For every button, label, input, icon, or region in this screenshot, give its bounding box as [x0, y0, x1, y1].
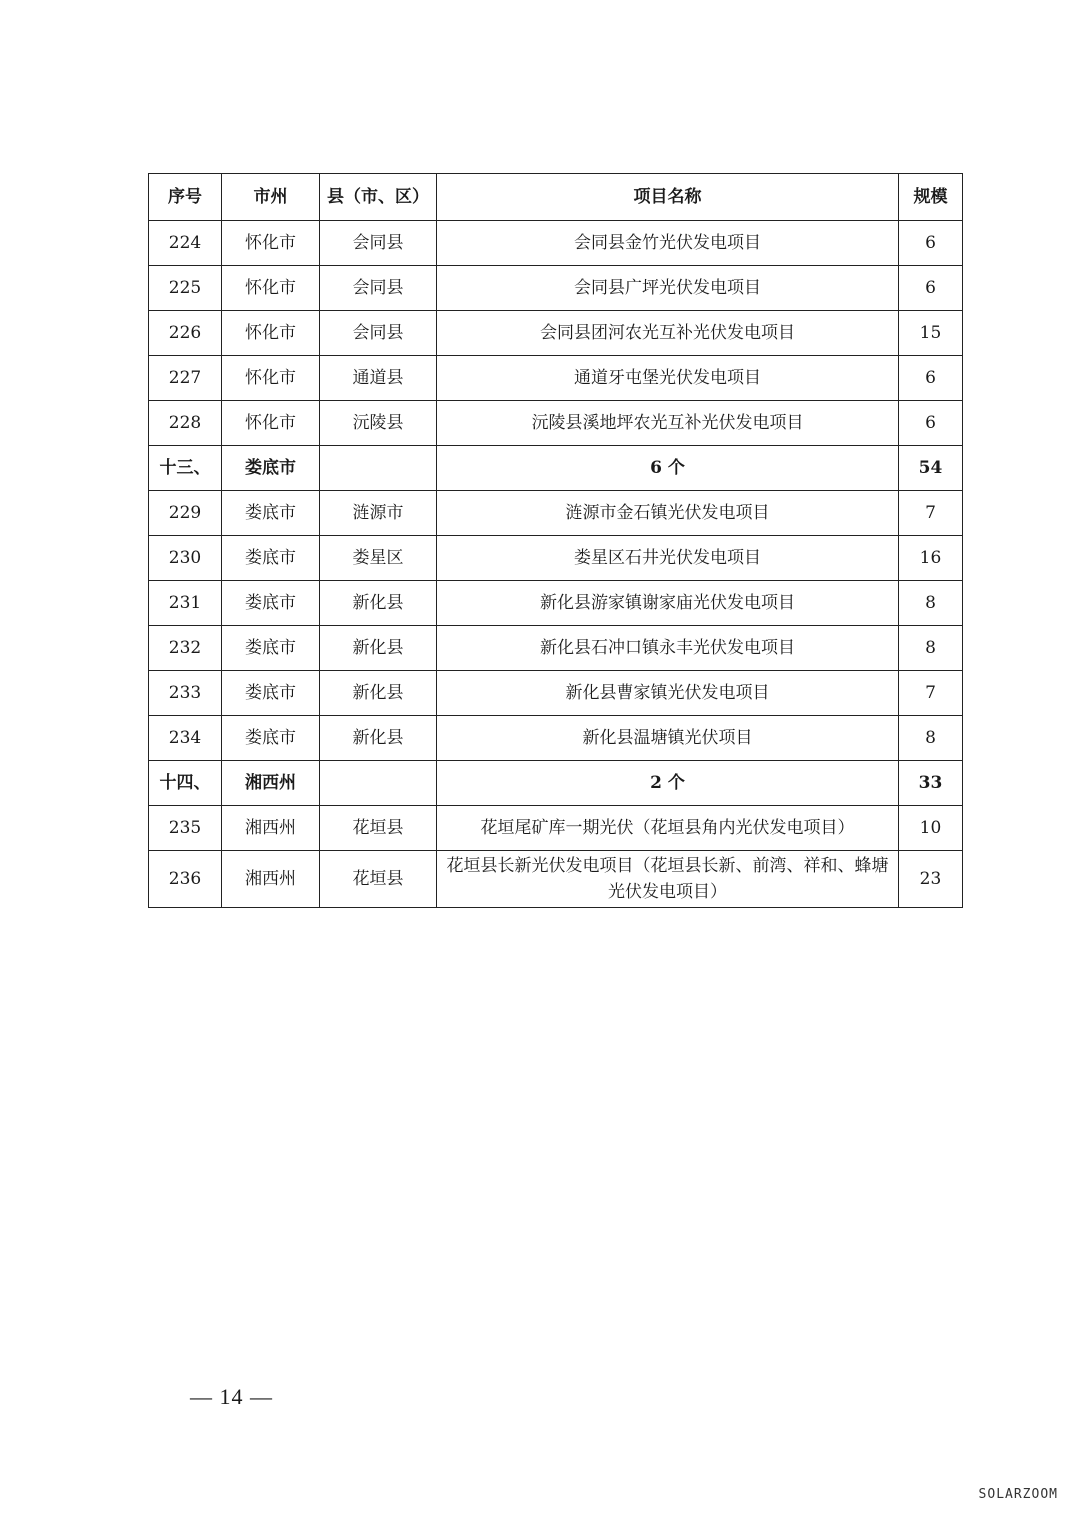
table-row	[149, 581, 963, 626]
row-index: 229	[149, 491, 222, 536]
row-scale: 8	[899, 581, 963, 626]
table-row	[149, 266, 963, 311]
row-index: 227	[149, 356, 222, 401]
row-index: 225	[149, 266, 222, 311]
row-index: 232	[149, 626, 222, 671]
row-city: 湘西州	[222, 806, 320, 851]
row-county: 花垣县	[320, 851, 437, 908]
row-city: 娄底市	[222, 536, 320, 581]
table-row	[149, 626, 963, 671]
group-row	[149, 761, 963, 806]
row-city: 怀化市	[222, 266, 320, 311]
header-index: 序号	[149, 174, 222, 221]
row-county: 涟源市	[320, 491, 437, 536]
row-city: 娄底市	[222, 671, 320, 716]
row-project-name: 沅陵县溪地坪农光互补光伏发电项目	[437, 401, 899, 446]
row-index: 235	[149, 806, 222, 851]
row-city: 湘西州	[222, 851, 320, 908]
row-project-name: 新化县游家镇谢家庙光伏发电项目	[437, 581, 899, 626]
row-county	[320, 446, 437, 491]
row-city: 娄底市	[222, 491, 320, 536]
row-county: 花垣县	[320, 806, 437, 851]
row-county: 新化县	[320, 626, 437, 671]
row-county: 会同县	[320, 266, 437, 311]
table-row	[149, 806, 963, 851]
row-project-name: 6 个	[437, 446, 899, 491]
row-project-name: 新化县温塘镇光伏项目	[437, 716, 899, 761]
row-index: 234	[149, 716, 222, 761]
row-scale: 23	[899, 851, 963, 908]
table-row	[149, 716, 963, 761]
table-row	[149, 491, 963, 536]
page-number: — 14 —	[190, 1384, 273, 1409]
row-index: 224	[149, 221, 222, 266]
header-city: 市州	[222, 174, 320, 221]
row-project-name: 会同县广坪光伏发电项目	[437, 266, 899, 311]
table-row	[149, 221, 963, 266]
row-city: 怀化市	[222, 401, 320, 446]
row-county: 新化县	[320, 716, 437, 761]
row-scale: 8	[899, 626, 963, 671]
row-project-name: 新化县曹家镇光伏发电项目	[437, 671, 899, 716]
row-project-name: 会同县金竹光伏发电项目	[437, 221, 899, 266]
table-row	[149, 671, 963, 716]
row-scale: 6	[899, 266, 963, 311]
row-scale: 15	[899, 311, 963, 356]
header-project-name: 项目名称	[437, 174, 899, 221]
row-index: 233	[149, 671, 222, 716]
row-index: 十三、	[149, 446, 222, 491]
row-county: 会同县	[320, 311, 437, 356]
header-county: 县（市、区）	[320, 174, 437, 221]
row-project-name: 娄星区石井光伏发电项目	[437, 536, 899, 581]
row-scale: 6	[899, 356, 963, 401]
table-header-row	[149, 174, 963, 221]
header-scale: 规模	[899, 174, 963, 221]
row-scale: 8	[899, 716, 963, 761]
row-project-name: 花垣尾矿库一期光伏（花垣县角内光伏发电项目）	[437, 806, 899, 851]
row-county: 会同县	[320, 221, 437, 266]
row-project-name: 花垣县长新光伏发电项目（花垣县长新、前湾、祥和、蜂塘光伏发电项目）	[437, 851, 899, 908]
table-row	[149, 851, 963, 908]
table-row	[149, 536, 963, 581]
row-index: 十四、	[149, 761, 222, 806]
row-index: 228	[149, 401, 222, 446]
row-city: 怀化市	[222, 221, 320, 266]
row-city: 怀化市	[222, 356, 320, 401]
row-scale: 10	[899, 806, 963, 851]
watermark: SOLARZOOM	[978, 1487, 1058, 1502]
table-row	[149, 401, 963, 446]
row-county: 新化县	[320, 581, 437, 626]
row-county: 新化县	[320, 671, 437, 716]
row-index: 226	[149, 311, 222, 356]
row-index: 230	[149, 536, 222, 581]
table-row	[149, 356, 963, 401]
project-table	[148, 173, 963, 908]
row-index: 231	[149, 581, 222, 626]
row-index: 236	[149, 851, 222, 908]
row-city: 娄底市	[222, 446, 320, 491]
row-county	[320, 761, 437, 806]
table-row	[149, 311, 963, 356]
row-city: 娄底市	[222, 716, 320, 761]
row-city: 湘西州	[222, 761, 320, 806]
row-project-name: 新化县石冲口镇永丰光伏发电项目	[437, 626, 899, 671]
row-project-name: 涟源市金石镇光伏发电项目	[437, 491, 899, 536]
row-scale: 33	[899, 761, 963, 806]
table-body	[149, 221, 963, 908]
row-project-name: 会同县团河农光互补光伏发电项目	[437, 311, 899, 356]
row-city: 娄底市	[222, 581, 320, 626]
row-scale: 16	[899, 536, 963, 581]
row-county: 通道县	[320, 356, 437, 401]
group-row	[149, 446, 963, 491]
row-county: 娄星区	[320, 536, 437, 581]
row-project-name: 通道牙屯堡光伏发电项目	[437, 356, 899, 401]
row-scale: 6	[899, 401, 963, 446]
row-county: 沅陵县	[320, 401, 437, 446]
row-scale: 7	[899, 671, 963, 716]
row-project-name: 2 个	[437, 761, 899, 806]
row-scale: 7	[899, 491, 963, 536]
row-scale: 54	[899, 446, 963, 491]
row-city: 怀化市	[222, 311, 320, 356]
row-scale: 6	[899, 221, 963, 266]
row-city: 娄底市	[222, 626, 320, 671]
